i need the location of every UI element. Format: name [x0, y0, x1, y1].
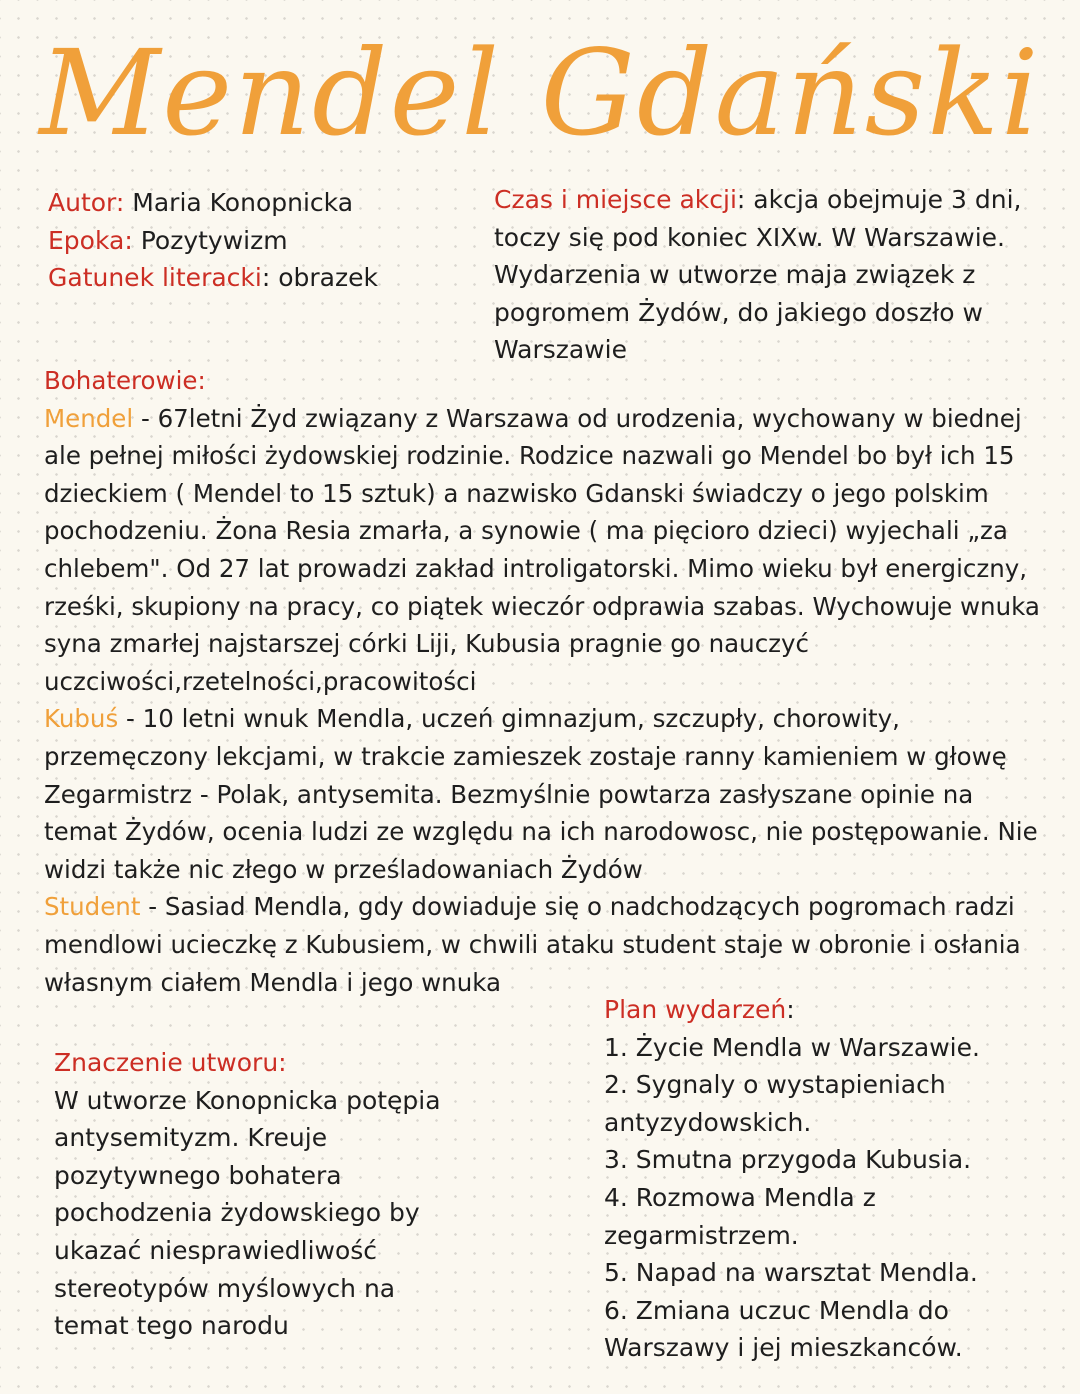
- epoch-label: Epoka: [48, 225, 125, 255]
- mendel-line-3: pochodzeniu. Żona Resia zmarła, a synowie ( ma pięcioro dzieci) wyjechali „za: [44, 516, 1008, 546]
- page-title: Mendel Gdański: [39, 24, 1041, 162]
- kubus-line-4: widzi także nic złego w prześladowaniach Żydów: [44, 854, 643, 884]
- student-line-0: [44, 888, 1040, 926]
- plan-block: [604, 991, 980, 1367]
- meaning-line-3: pochodzenia żydowskiego by: [54, 1198, 420, 1228]
- heroes-block: [44, 362, 1040, 1001]
- setting-line-2: Wydarzenia w utworze maja związek z: [494, 260, 976, 290]
- colon: :: [197, 366, 206, 395]
- plan-line-1: 2. Sygnaly o wystapieniach: [604, 1070, 946, 1100]
- meaning-block: [54, 1044, 441, 1345]
- mendel-line-6: syna zmarłej najstarszej córki Liji, Kubusia pragnie go nauczyć: [44, 629, 810, 659]
- plan-line-2: antyzydowskich.: [604, 1107, 812, 1137]
- kubus-line-2: Zegarmistrz - Polak, antysemita. Bezmyślnie powtarza zasłyszane opinie na: [44, 779, 974, 809]
- colon: :: [124, 225, 133, 255]
- meaning-line-4: ukazać niesprawiedliwość: [54, 1235, 378, 1265]
- plan-line-7: 6. Zmiana uczuc Mendla do: [604, 1295, 949, 1325]
- kubus-line-0: [44, 700, 1040, 738]
- author-label: Autor: [48, 188, 116, 217]
- genre-label: Gatunek literacki: [48, 263, 262, 293]
- meaning-line-0: W utworze Konopnicka potępia: [54, 1085, 441, 1115]
- plan-line-4: 4. Rozmowa Mendla z: [604, 1182, 876, 1212]
- meaning-label: Znaczenie utworu: [54, 1048, 279, 1077]
- meaning-line-6: temat tego narodu: [54, 1311, 289, 1341]
- meaning-line-5: stereotypów myślowych na: [54, 1273, 396, 1303]
- epoch-line: [48, 222, 378, 260]
- meaning-line-1: antysemityzm. Kreuje: [54, 1123, 328, 1153]
- student-line-2: własnym ciałem Mendla i jego wnuka: [44, 967, 502, 997]
- meaning-line-2: pozytywnego bohatera: [54, 1160, 342, 1190]
- plan-line-0: 1. Życie Mendla w Warszawie.: [604, 1032, 980, 1062]
- meaning-heading: [54, 1044, 441, 1082]
- mendel-line-7: uczciwości,rzetelności,pracowitości: [44, 666, 477, 696]
- setting-line-1: toczy się pod koniec XIXw. W Warszawie.: [494, 222, 1005, 252]
- info-block: [48, 184, 378, 297]
- epoch-value: Pozytywizm: [140, 225, 288, 255]
- plan-line-6: 5. Napad na warsztat Mendla.: [604, 1258, 978, 1288]
- plan-line-5: zegarmistrzem.: [604, 1220, 799, 1250]
- author-value: Maria Konopnicka: [132, 188, 354, 217]
- mendel-text: - 67letni Żyd związany z Warszawa od urodzenia, wychowany w biednej: [133, 403, 1022, 433]
- setting-line-3: pogromem Żydów, do jakiego doszło w: [494, 297, 983, 327]
- plan-heading: Plan wydarzeń:: [604, 995, 795, 1024]
- kubus-text: - 10 letni wnuk Mendla, uczeń gimnazjum, szczupły, chorowity,: [118, 704, 900, 734]
- heroes-heading: [44, 362, 1040, 400]
- student-text: - Sasiad Mendla, gdy dowiaduje się o nadchodzących pogromach radzi: [140, 892, 1015, 922]
- mendel-line-4: chlebem". Od 27 lat prowadzi zakład introligatorski. Mimo wieku był energiczny,: [44, 553, 1028, 583]
- setting-line-4: Warszawie: [494, 335, 627, 365]
- student-line-1: mendlowi ucieczkę z Kubusiem, w chwili ataku student staje w obronie i osłania: [44, 929, 1021, 959]
- colon: :: [115, 188, 125, 217]
- setting-label: Czas i miejsce akcji: [494, 185, 737, 214]
- mendel-line-5: rześki, skupiony na pracy, co piątek wieczór odprawia szabas. Wychowuje wnuka: [44, 591, 1040, 621]
- genre-value: obrazek: [278, 263, 378, 293]
- kubus-line-3: temat Żydów, ocenia ludzi ze względu na ich narodowosc, nie postępowanie. Nie: [44, 817, 1038, 847]
- mendel-name: Mendel: [44, 403, 134, 433]
- setting-text: akcja obejmuje 3 dni,: [753, 185, 1022, 214]
- colon: :: [278, 1048, 287, 1077]
- mendel-line-2: dzieckiem ( Mendel to 15 sztuk) a nazwisko Gdanski świadczy o jego polskim: [44, 478, 989, 508]
- plan-label: Plan wydarzeń: [604, 995, 787, 1024]
- mendel-line-1: ale pełnej miłości żydowskiej rodzinie. Rodzice nazwali go Mendel bo był ich 15: [44, 441, 1015, 471]
- plan-line-8: Warszawy i jej mieszkanców.: [604, 1333, 963, 1363]
- kubus-name: Kubuś: [44, 704, 119, 734]
- plan-line-3: 3. Smutna przygoda Kubusia.: [604, 1145, 972, 1175]
- kubus-line-1: przemęczony lekcjami, w trakcie zamieszek zostaje ranny kamieniem w głowę: [44, 741, 1007, 771]
- author-line: [48, 184, 378, 222]
- genre-line: Gatunek literacki: obrazek: [48, 263, 378, 293]
- heroes-label: Bohaterowie: [44, 366, 198, 395]
- student-name: Student: [44, 892, 141, 922]
- setting-block: [494, 181, 1021, 369]
- mendel-line-0: [44, 400, 1040, 438]
- setting-line-0: Czas i miejsce akcji: akcja obejmuje 3 dni,: [494, 185, 1022, 214]
